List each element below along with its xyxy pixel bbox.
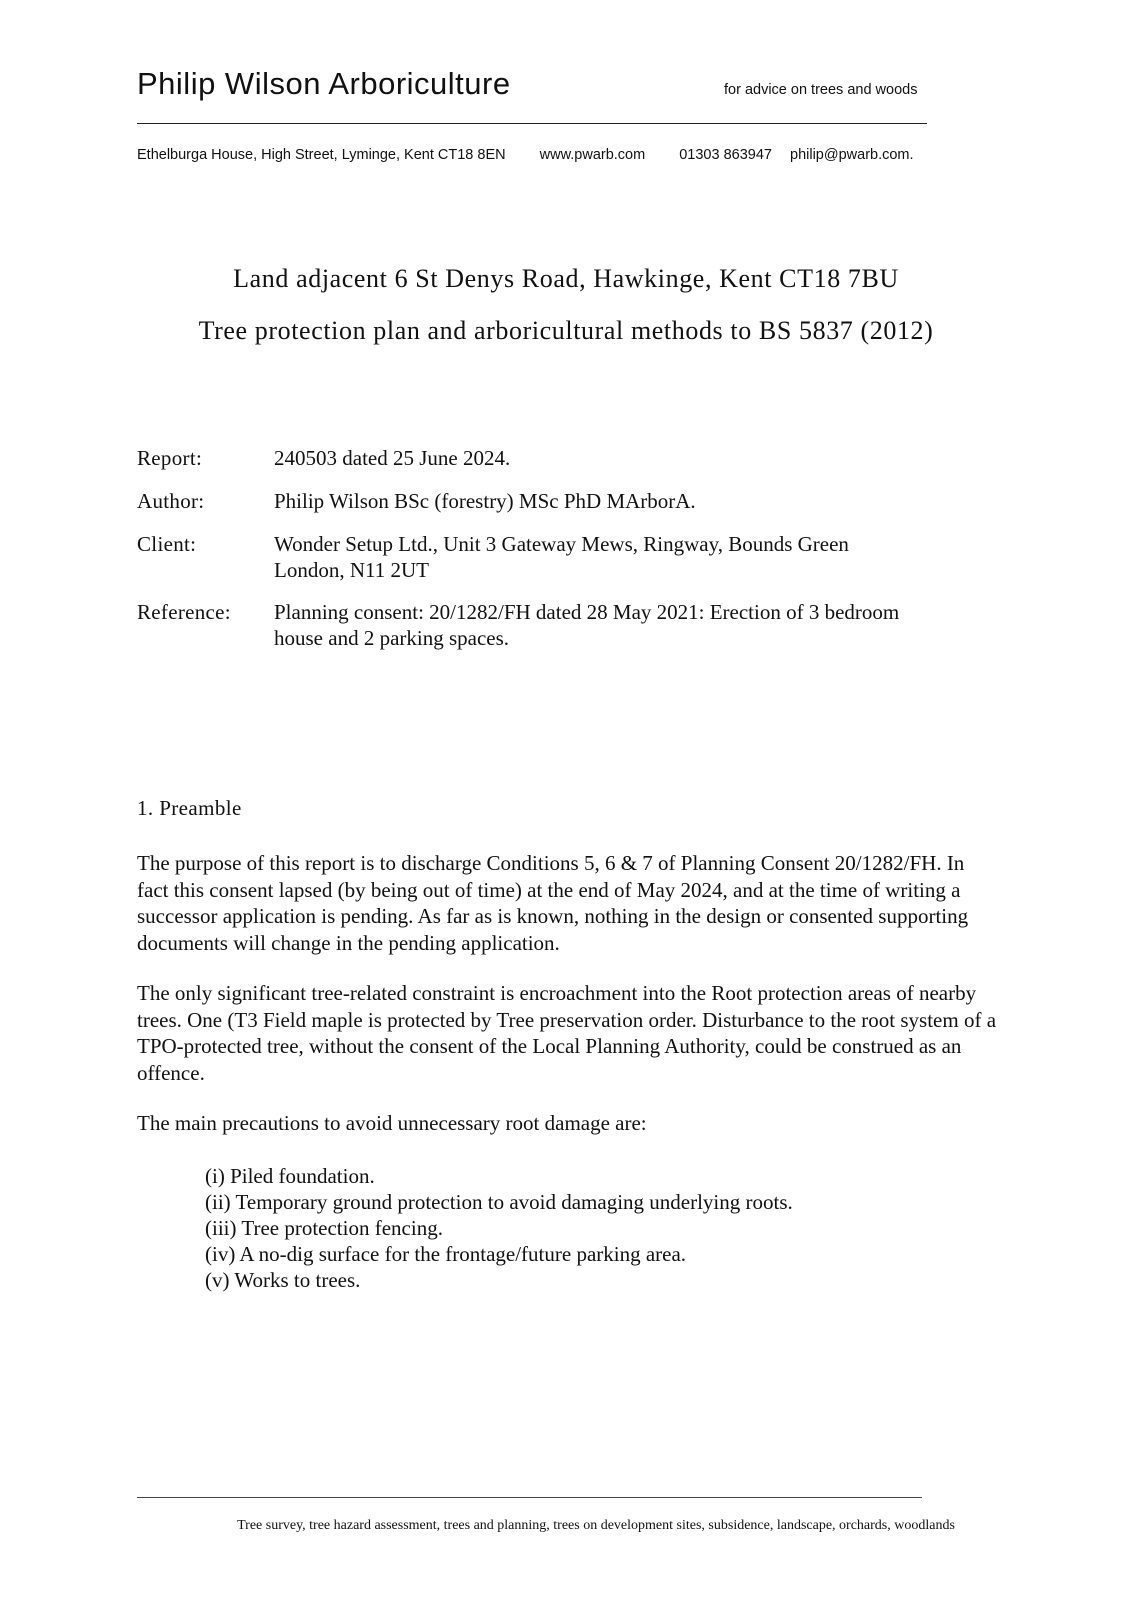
paragraph-precautions-intro: The main precautions to avoid unnecessary root damage are:	[137, 1111, 647, 1135]
meta-client-line1: Wonder Setup Ltd., Unit 3 Gateway Mews, Ringway, Bounds Green	[274, 532, 849, 556]
meta-report-label: Report:	[137, 446, 203, 470]
meta-reference-value	[274, 599, 994, 651]
contact-line	[137, 147, 914, 163]
list-item: (v) Works to trees.	[205, 1268, 361, 1292]
meta-author-value: Philip Wilson BSc (forestry) MSc PhD MArborA.	[274, 489, 696, 513]
contact-phone: 01303 863947	[679, 147, 772, 163]
meta-reference-label: Reference:	[137, 600, 231, 624]
footer-divider	[137, 1497, 922, 1498]
list-item: (iii) Tree protection fencing.	[205, 1216, 443, 1240]
meta-report-value: 240503 dated 25 June 2024.	[274, 446, 511, 470]
header-divider	[137, 123, 927, 124]
document-title-subject: Tree protection plan and arboricultural methods to BS 5837 (2012)	[198, 316, 934, 345]
contact-email: philip@pwarb.com.	[790, 147, 914, 163]
list-item: (i) Piled foundation.	[205, 1164, 375, 1188]
company-name: Philip Wilson Arboriculture	[137, 66, 511, 101]
section-heading-preamble: 1. Preamble	[137, 796, 242, 820]
meta-reference-line2: house and 2 parking spaces.	[274, 626, 510, 650]
paragraph-constraints: The only significant tree-related constraint is encroachment into the Root protection areas of nearby trees. One (T3 Field maple is protected by Tree preservation order. Disturbance to the root system of a TPO-protected tree, without the consent of the Local Planning Authority, could be construed as an offence.	[137, 981, 997, 1085]
list-item: (ii) Temporary ground protection to avoid damaging underlying roots.	[205, 1190, 793, 1214]
company-tagline: for advice on trees and woods	[724, 82, 918, 98]
contact-address: Ethelburga House, High Street, Lyminge, Kent CT18 8EN	[137, 147, 506, 163]
meta-author-label: Author:	[137, 489, 205, 513]
footer-services: Tree survey, tree hazard assessment, trees and planning, trees on development sites, subsidence, landscape, orchards, woodlands	[237, 1518, 955, 1533]
meta-client-line2: London, N11 2UT	[274, 558, 429, 582]
contact-website: www.pwarb.com	[539, 147, 646, 163]
document-title-site: Land adjacent 6 St Denys Road, Hawkinge, Kent CT18 7BU	[233, 264, 899, 293]
list-item: (iv) A no-dig surface for the frontage/future parking area.	[205, 1242, 687, 1266]
meta-client-label: Client:	[137, 532, 197, 556]
precautions-list	[205, 1163, 793, 1293]
paragraph-purpose: The purpose of this report is to discharge Conditions 5, 6 & 7 of Planning Consent 20/1282/FH. In fact this consent lapsed (by being out of time) at the end of May 2024, and at the time of writing a successor application is pending. As far as is known, nothing in the design or consented supporting documents will change in the pending application.	[137, 851, 969, 955]
meta-client-value	[274, 531, 994, 583]
meta-reference-line1: Planning consent: 20/1282/FH dated 28 May 2021: Erection of 3 bedroom	[274, 600, 900, 624]
